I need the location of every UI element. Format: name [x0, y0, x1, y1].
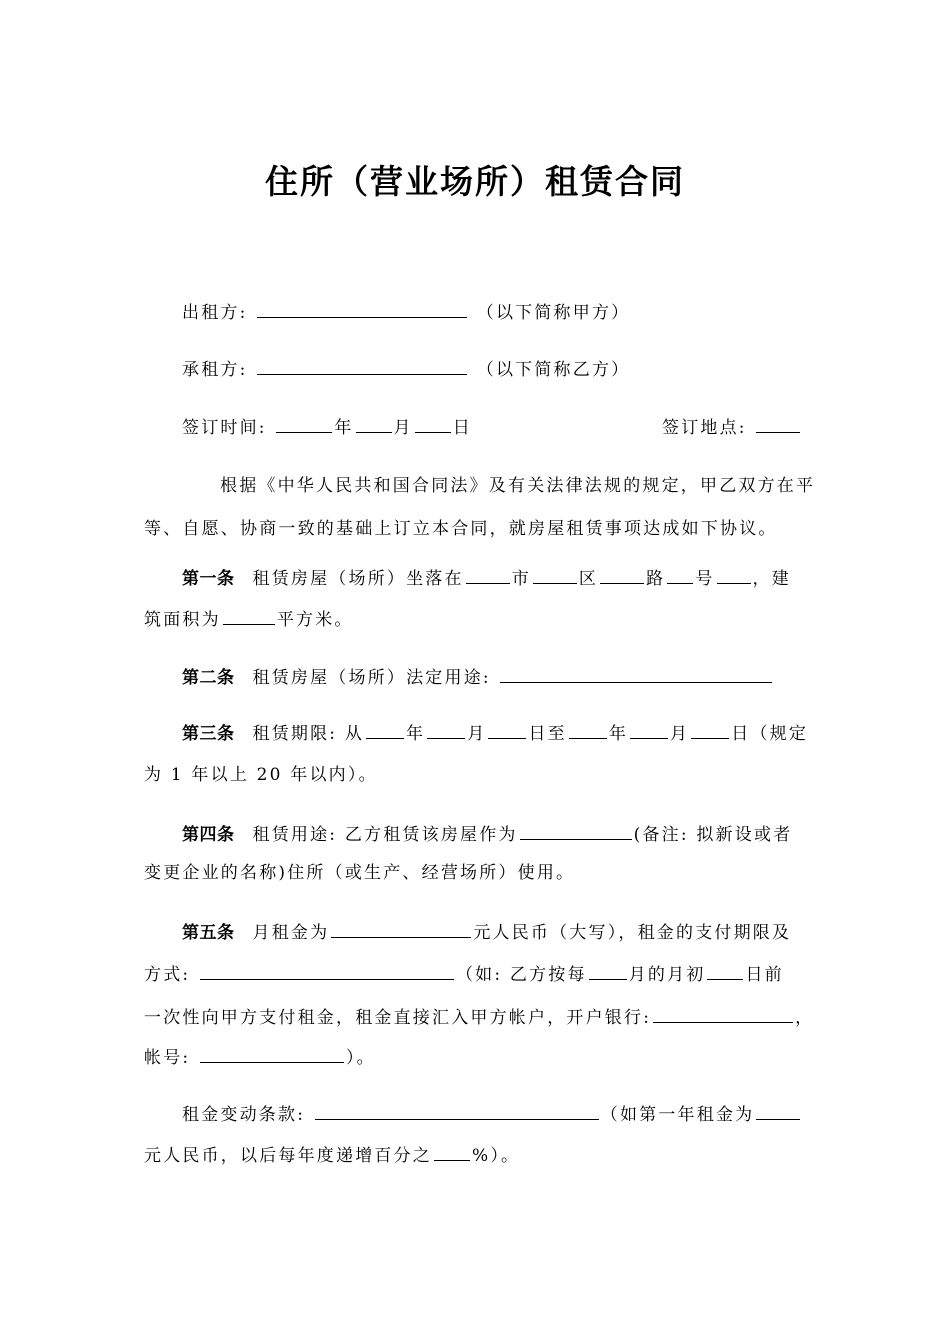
lessor-blank[interactable] [257, 301, 467, 318]
article-3-heading: 第三条 [182, 724, 235, 744]
end-year-blank[interactable] [569, 722, 607, 739]
lessee-blank[interactable] [257, 358, 467, 375]
article-4-text: 租赁用途: 乙方租赁该房屋作为 [252, 825, 518, 845]
sign-place-blank[interactable] [756, 416, 800, 433]
article-4-note: (备注: 拟新设或者 [633, 825, 793, 845]
pay-day-text: 日前 [745, 965, 784, 985]
article-1-heading: 第一条 [182, 569, 235, 589]
pay-months-text: 月的月初 [628, 965, 706, 985]
area-unit: 平方米。 [276, 610, 354, 630]
sign-year-blank[interactable] [276, 416, 332, 433]
bank-text: 一次性向甲方支付租金，租金直接汇入甲方帐户，开户银行: [144, 1008, 652, 1028]
article-1-line-1 [182, 567, 791, 590]
pay-months-blank[interactable] [589, 963, 627, 980]
article-1-line-2 [144, 608, 354, 631]
increase-percent: %）。 [472, 1146, 521, 1166]
rent-change-line-1 [182, 1103, 802, 1126]
preamble-line-1: 根据《中华人民共和国合同法》及有关法律法规的规定，甲乙双方在平 [220, 476, 816, 496]
sign-time-label: 签订时间: [182, 418, 267, 438]
lessor-suffix: （以下简称甲方） [476, 303, 631, 323]
sign-month-text: 月 [393, 418, 413, 438]
end-month-blank[interactable] [630, 722, 668, 739]
article-3-line-2: 为 1 年以上 20 年以内）。 [144, 765, 378, 785]
area-blank[interactable] [223, 608, 275, 625]
article-5-line-2 [144, 963, 784, 986]
start-day-blank[interactable] [488, 722, 526, 739]
number-2-blank[interactable] [717, 567, 751, 584]
article-4-line-1 [182, 823, 792, 846]
end-month-text: 月 [670, 724, 690, 744]
sign-year-text: 年 [334, 418, 354, 438]
use-as-blank[interactable] [520, 823, 632, 840]
article-5-text-2: 元人民币（大写），租金的支付期限及 [473, 923, 792, 943]
sign-day-blank[interactable] [415, 416, 451, 433]
article-5-line-4 [144, 1046, 376, 1069]
lessee-label: 承租方: [182, 360, 248, 380]
start-day-text: 日至 [528, 724, 567, 744]
sign-time-line [182, 416, 472, 439]
account-blank[interactable] [200, 1046, 344, 1063]
increase-blank[interactable] [434, 1144, 470, 1161]
first-year-rent-blank[interactable] [756, 1103, 800, 1120]
article-5-line-1 [182, 921, 791, 944]
area-label: 筑面积为 [144, 610, 221, 630]
rent-change-line-2 [144, 1144, 520, 1167]
rent-change-label: 租金变动条款: [182, 1105, 306, 1125]
account-close: ）。 [345, 1048, 376, 1068]
article-4-line-2: 变更企业的名称)住所（或生产、经营场所）使用。 [144, 863, 576, 883]
article-5-text: 月租金为 [252, 923, 330, 943]
pay-day-blank[interactable] [707, 963, 743, 980]
account-label: 帐号: [144, 1048, 191, 1068]
lessor-label: 出租方: [182, 303, 248, 323]
article-3-text: 租赁期限: 从 [252, 724, 365, 744]
sign-place-label: 签订地点: [662, 418, 747, 438]
article-4-heading: 第四条 [182, 825, 235, 845]
sign-place-line [662, 416, 802, 439]
end-day-blank[interactable] [691, 722, 729, 739]
start-month-text: 月 [467, 724, 487, 744]
monthly-rent-blank[interactable] [331, 921, 471, 938]
sign-month-blank[interactable] [356, 416, 392, 433]
article-1-tail: ，建 [752, 569, 791, 589]
payment-method-label: 方式: [144, 965, 191, 985]
first-year-rent-text: （如第一年租金为 [600, 1105, 755, 1125]
start-year-blank[interactable] [366, 722, 404, 739]
district-blank[interactable] [533, 567, 577, 584]
article-2-line [182, 666, 774, 689]
article-1-text: 租赁房屋（场所）坐落在 [252, 569, 464, 589]
rent-change-blank[interactable] [315, 1103, 599, 1120]
increase-text: 元人民币，以后每年度递增百分之 [144, 1146, 432, 1166]
number-blank[interactable] [667, 567, 693, 584]
lessor-line [182, 301, 630, 324]
start-month-blank[interactable] [427, 722, 465, 739]
article-5-heading: 第五条 [182, 923, 235, 943]
article-2-heading: 第二条 [182, 668, 235, 688]
road-text: 路 [646, 569, 666, 589]
district-text: 区 [578, 569, 599, 589]
payment-method-blank[interactable] [200, 963, 454, 980]
number-text: 号 [695, 569, 715, 589]
article-3-line-1 [182, 722, 808, 745]
start-year-text: 年 [406, 724, 426, 744]
city-blank[interactable] [466, 567, 510, 584]
payment-example: （如: 乙方按每 [455, 965, 587, 985]
page-title: 住所（营业场所）租赁合同 [265, 162, 685, 201]
preamble-line-2: 等、自愿、协商一致的基础上订立本合同，就房屋租赁事项达成如下协议。 [144, 519, 778, 539]
lessee-line [182, 358, 630, 381]
end-year-text: 年 [608, 724, 629, 744]
end-day-text: 日（规定 [731, 724, 809, 744]
legal-use-blank[interactable] [500, 666, 772, 683]
bank-blank[interactable] [653, 1006, 793, 1023]
article-2-text: 租赁房屋（场所）法定用途: [252, 668, 491, 688]
sign-day-text: 日 [452, 418, 472, 438]
road-blank[interactable] [600, 567, 644, 584]
article-5-line-3 [144, 1006, 814, 1029]
city-text: 市 [511, 569, 531, 589]
lessee-suffix: （以下简称乙方） [476, 360, 631, 380]
bank-comma: ， [795, 1008, 815, 1028]
